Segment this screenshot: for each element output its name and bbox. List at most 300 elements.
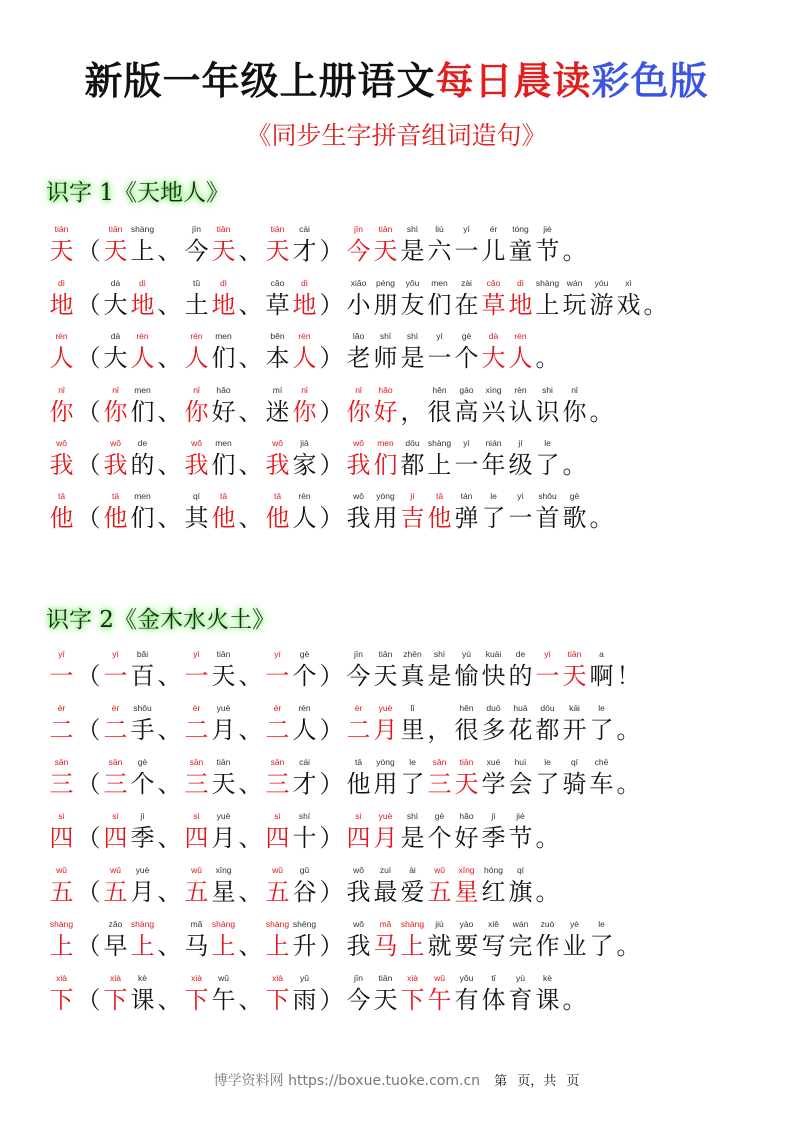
hanzi: 才 xyxy=(292,237,317,266)
hanzi: 你 xyxy=(346,397,371,426)
pinyin: yuè xyxy=(216,703,231,713)
subtitle: 《同步生字拼音组词造句》 xyxy=(246,121,547,150)
hanzi: 、 xyxy=(238,824,263,852)
highlighted-character xyxy=(48,702,75,745)
hanzi: 今 xyxy=(346,662,371,690)
pinyin: yuè xyxy=(216,811,231,821)
character xyxy=(453,648,480,691)
character xyxy=(507,490,534,533)
highlighted-character xyxy=(183,437,210,480)
character xyxy=(507,756,534,799)
pinyin: tā xyxy=(57,491,66,502)
character-row xyxy=(48,853,642,907)
pinyin: yì xyxy=(112,649,119,659)
character-row xyxy=(48,373,669,426)
highlighted-character xyxy=(183,972,210,1015)
pinyin: mǎ xyxy=(379,919,392,929)
hanzi: 天 xyxy=(211,662,236,690)
pinyin: tā xyxy=(273,491,282,502)
character xyxy=(561,223,588,266)
character xyxy=(507,648,534,691)
hanzi: 。 xyxy=(643,290,668,319)
pinyin: rén xyxy=(298,703,311,713)
pinyin: tiān xyxy=(567,649,582,659)
pinyin: tóng xyxy=(512,224,529,235)
hanzi: 、 xyxy=(157,344,182,373)
pinyin: hěn xyxy=(459,703,474,713)
pinyin: rén xyxy=(136,331,149,342)
pinyin: shàng xyxy=(130,919,155,929)
pinyin: shàng xyxy=(400,919,425,929)
character xyxy=(615,918,642,961)
character xyxy=(318,277,345,320)
hanzi: 识 xyxy=(535,397,560,426)
hanzi: 五 xyxy=(265,878,290,906)
character xyxy=(615,702,642,745)
hanzi: 一 xyxy=(184,662,209,690)
highlighted-character xyxy=(210,918,237,961)
highlighted-character xyxy=(372,437,399,480)
hanzi: 升 xyxy=(292,932,317,960)
pinyin: shàng xyxy=(130,224,155,235)
hanzi: 马 xyxy=(184,932,209,960)
character xyxy=(318,223,345,266)
character xyxy=(372,330,399,373)
hanzi: 星 xyxy=(454,878,479,906)
pinyin: men xyxy=(134,384,151,395)
character xyxy=(615,277,642,320)
pinyin: yǒu xyxy=(459,973,474,983)
pinyin: sì xyxy=(112,811,119,821)
character xyxy=(507,384,534,427)
hanzi: 他 xyxy=(103,504,128,533)
hanzi: 二 xyxy=(184,716,209,744)
hanzi: 、 xyxy=(157,450,182,479)
hanzi: 都 xyxy=(535,716,560,744)
character xyxy=(453,810,480,853)
hanzi: （ xyxy=(76,878,101,906)
character xyxy=(129,223,156,266)
character xyxy=(75,277,102,320)
highlighted-character xyxy=(264,702,291,745)
highlighted-character xyxy=(291,330,318,373)
character xyxy=(345,277,372,320)
character-row xyxy=(48,480,669,533)
hanzi: 我 xyxy=(265,450,290,479)
pinyin: tā xyxy=(111,491,120,502)
hanzi: 三 xyxy=(103,770,128,798)
character xyxy=(156,810,183,853)
hanzi: ） xyxy=(319,932,344,960)
character xyxy=(399,648,426,691)
character xyxy=(426,330,453,373)
hanzi: 季 xyxy=(481,824,506,852)
hanzi: 、 xyxy=(238,450,263,479)
character xyxy=(264,384,291,427)
hanzi: 、 xyxy=(157,932,182,960)
character xyxy=(318,330,345,373)
pinyin: zài xyxy=(461,277,472,288)
pinyin: le xyxy=(490,491,497,502)
highlighted-character xyxy=(426,756,453,799)
hanzi: 月 xyxy=(130,878,155,906)
hanzi: 人 xyxy=(292,716,317,744)
character xyxy=(156,223,183,266)
hanzi: 你 xyxy=(562,397,587,426)
highlighted-character xyxy=(183,330,210,373)
character xyxy=(318,864,345,907)
character xyxy=(399,864,426,907)
hanzi: 写 xyxy=(481,932,506,960)
pinyin: xiě xyxy=(488,919,499,929)
hanzi: 今 xyxy=(184,237,209,266)
pinyin: sān xyxy=(189,757,204,767)
character xyxy=(264,330,291,373)
hanzi: （ xyxy=(76,290,101,319)
hanzi: 首 xyxy=(535,504,560,533)
character xyxy=(507,223,534,266)
character xyxy=(561,918,588,961)
character xyxy=(480,810,507,853)
hanzi: 、 xyxy=(238,397,263,426)
character xyxy=(534,810,561,853)
hanzi: 一 xyxy=(508,504,533,533)
character xyxy=(156,648,183,691)
hanzi: ， xyxy=(400,397,425,426)
hanzi: 天 xyxy=(265,237,290,266)
hanzi: 大 xyxy=(481,344,506,373)
highlighted-character xyxy=(480,277,507,320)
character xyxy=(453,918,480,961)
character xyxy=(534,330,561,373)
character xyxy=(453,702,480,745)
character xyxy=(237,918,264,961)
hanzi: 地 xyxy=(508,290,533,319)
hanzi: 天 xyxy=(49,237,74,266)
pinyin: wǒ xyxy=(272,437,283,448)
pinyin: tā xyxy=(219,491,228,502)
character xyxy=(453,277,480,320)
pinyin: sān xyxy=(54,757,69,767)
hanzi: 二 xyxy=(265,716,290,744)
pinyin: le xyxy=(409,757,416,767)
character xyxy=(480,864,507,907)
character xyxy=(426,918,453,961)
hanzi: 我 xyxy=(49,450,74,479)
character xyxy=(507,437,534,480)
character xyxy=(372,648,399,691)
highlighted-character xyxy=(129,330,156,373)
pinyin: shī xyxy=(379,331,392,342)
pinyin: hǎo xyxy=(459,811,474,821)
hanzi: 们 xyxy=(130,504,155,533)
highlighted-character xyxy=(399,972,426,1015)
hanzi: 们 xyxy=(427,290,452,319)
hanzi: 地 xyxy=(211,290,236,319)
pinyin: tǐ xyxy=(491,973,496,983)
highlighted-character xyxy=(183,702,210,745)
hanzi: 上 xyxy=(211,932,236,960)
hanzi: 才 xyxy=(292,770,317,798)
character xyxy=(75,330,102,373)
highlighted-character xyxy=(399,490,426,533)
page-title xyxy=(0,50,793,105)
pinyin: shàng xyxy=(265,919,290,929)
hanzi: 、 xyxy=(157,290,182,319)
hanzi: 老 xyxy=(346,344,371,373)
hanzi: 大 xyxy=(103,344,128,373)
hanzi: 用 xyxy=(373,504,398,533)
pinyin: shēng xyxy=(292,919,317,929)
hanzi: 十 xyxy=(292,824,317,852)
hanzi: 。 xyxy=(562,450,587,479)
character xyxy=(453,330,480,373)
pinyin: běn xyxy=(270,331,285,342)
character xyxy=(102,918,129,961)
pinyin: dōu xyxy=(405,437,420,448)
character xyxy=(534,490,561,533)
pinyin: gè xyxy=(137,757,148,767)
character xyxy=(426,810,453,853)
highlighted-character xyxy=(102,702,129,745)
pinyin: lǐ xyxy=(410,703,415,713)
hanzi: 今 xyxy=(346,986,371,1014)
pinyin: yì xyxy=(463,437,470,448)
pinyin: shàng xyxy=(427,437,452,448)
hanzi: 多 xyxy=(481,716,506,744)
highlighted-character xyxy=(345,702,372,745)
highlighted-character xyxy=(48,918,75,961)
hanzi: 我 xyxy=(346,932,371,960)
pinyin: shàng xyxy=(49,919,74,929)
character xyxy=(318,972,345,1015)
hanzi: 星 xyxy=(211,878,236,906)
character xyxy=(291,702,318,745)
character xyxy=(642,277,669,320)
character xyxy=(183,490,210,533)
character xyxy=(372,864,399,907)
hanzi: ） xyxy=(319,986,344,1014)
highlighted-character xyxy=(264,918,291,961)
pinyin: jīn xyxy=(192,224,201,235)
character xyxy=(318,918,345,961)
pinyin: yú xyxy=(462,649,471,659)
hanzi: 弹 xyxy=(454,504,479,533)
character xyxy=(210,648,237,691)
highlighted-character xyxy=(561,648,588,691)
hanzi: 天 xyxy=(562,662,587,690)
hanzi: 草 xyxy=(265,290,290,319)
hanzi: 了 xyxy=(481,504,506,533)
hanzi: 友 xyxy=(400,290,425,319)
pinyin: dà xyxy=(488,331,499,342)
hanzi: 人 xyxy=(292,504,317,533)
character xyxy=(102,277,129,320)
hanzi: 四 xyxy=(346,824,371,852)
hanzi: 级 xyxy=(508,450,533,479)
character xyxy=(75,972,102,1015)
pinyin: tiān xyxy=(378,224,393,235)
hanzi: 、 xyxy=(238,504,263,533)
character xyxy=(399,437,426,480)
hanzi: 二 xyxy=(346,716,371,744)
pinyin: èr xyxy=(354,703,363,713)
hanzi: 节 xyxy=(535,237,560,266)
hanzi: 在 xyxy=(454,290,479,319)
pinyin: hǎo xyxy=(216,384,231,395)
hanzi: 三 xyxy=(184,770,209,798)
hanzi: 一 xyxy=(454,450,479,479)
hanzi: 真 xyxy=(400,662,425,690)
pinyin: wǔ xyxy=(56,865,67,875)
highlighted-character xyxy=(507,277,534,320)
hanzi: 很 xyxy=(454,716,479,744)
title-part-red: 每日晨读 xyxy=(435,58,592,103)
hanzi: 、 xyxy=(157,397,182,426)
pinyin: wǒ xyxy=(191,437,202,448)
hanzi: 你 xyxy=(292,397,317,426)
pinyin: yì xyxy=(517,491,524,502)
character xyxy=(399,223,426,266)
character xyxy=(75,864,102,907)
pinyin: nǐ xyxy=(301,384,308,395)
hanzi: 花 xyxy=(508,716,533,744)
character xyxy=(534,437,561,480)
highlighted-character xyxy=(210,223,237,266)
hanzi: 、 xyxy=(238,932,263,960)
hanzi: ！ xyxy=(616,662,641,690)
character xyxy=(291,437,318,480)
hanzi: （ xyxy=(76,662,101,690)
character xyxy=(156,972,183,1015)
pinyin: tiān xyxy=(270,224,285,235)
character xyxy=(237,330,264,373)
character xyxy=(129,864,156,907)
hanzi: 都 xyxy=(400,450,425,479)
pinyin: tán xyxy=(460,491,473,502)
hanzi: 百 xyxy=(130,662,155,690)
pinyin: kāi xyxy=(569,703,580,713)
character xyxy=(210,702,237,745)
pinyin: chē xyxy=(594,757,609,767)
highlighted-character xyxy=(183,810,210,853)
pinyin: kè xyxy=(138,973,147,983)
pinyin: yí xyxy=(436,331,443,342)
hanzi: 育 xyxy=(508,986,533,1014)
hanzi: 课 xyxy=(130,986,155,1014)
hanzi: 很 xyxy=(427,397,452,426)
pinyin: huā xyxy=(513,703,528,713)
character xyxy=(237,810,264,853)
hanzi: 他 xyxy=(211,504,236,533)
highlighted-character xyxy=(264,490,291,533)
pinyin: gāo xyxy=(459,384,474,395)
title-part-blue: 彩色版 xyxy=(591,58,709,103)
hanzi: 三 xyxy=(427,770,452,798)
character xyxy=(399,330,426,373)
character xyxy=(156,864,183,907)
pinyin: yóu xyxy=(594,277,609,288)
character xyxy=(561,490,588,533)
character xyxy=(237,437,264,480)
pinyin: èr xyxy=(273,703,282,713)
hanzi: 。 xyxy=(616,932,641,960)
hanzi: 。 xyxy=(562,986,587,1014)
pinyin: rèn xyxy=(514,384,527,395)
hanzi: 的 xyxy=(508,662,533,690)
hanzi: 完 xyxy=(508,932,533,960)
pinyin: dì xyxy=(300,277,309,288)
character xyxy=(291,648,318,691)
hanzi: 他 xyxy=(346,770,371,798)
character xyxy=(75,702,102,745)
pinyin: gè xyxy=(434,811,445,821)
pinyin: tiān xyxy=(216,224,231,235)
character xyxy=(480,384,507,427)
pinyin: kè xyxy=(543,973,552,983)
highlighted-character xyxy=(291,384,318,427)
character xyxy=(561,972,588,1015)
pinyin: le xyxy=(544,757,551,767)
pinyin: sān xyxy=(432,757,447,767)
character xyxy=(291,490,318,533)
pinyin: men xyxy=(215,437,232,448)
pinyin: men xyxy=(215,331,232,342)
highlighted-character xyxy=(372,223,399,266)
hanzi: 节 xyxy=(508,824,533,852)
highlighted-character xyxy=(102,864,129,907)
pinyin: yī xyxy=(58,649,65,659)
character xyxy=(129,384,156,427)
hanzi: 的 xyxy=(130,450,155,479)
hanzi: 他 xyxy=(427,504,452,533)
pinyin: xìng xyxy=(485,384,502,395)
character xyxy=(534,384,561,427)
character-row xyxy=(48,745,642,799)
pinyin: rén xyxy=(190,331,203,342)
hanzi: 。 xyxy=(562,237,587,266)
hanzi: 个 xyxy=(130,770,155,798)
character xyxy=(507,810,534,853)
character xyxy=(453,223,480,266)
character xyxy=(480,223,507,266)
pinyin: yào xyxy=(459,919,474,929)
hanzi: 作 xyxy=(535,932,560,960)
hanzi: 、 xyxy=(157,237,182,266)
character xyxy=(345,490,372,533)
character xyxy=(588,277,615,320)
pinyin: wǔ xyxy=(110,865,121,875)
hanzi: 午 xyxy=(427,986,452,1014)
pinyin: wán xyxy=(566,277,583,288)
highlighted-character xyxy=(264,972,291,1015)
hanzi: 人 xyxy=(49,344,74,373)
hanzi: 大 xyxy=(103,290,128,319)
pinyin: jí xyxy=(518,437,523,448)
pinyin: jì xyxy=(491,811,496,821)
hanzi: 本 xyxy=(265,344,290,373)
character-row xyxy=(48,637,642,691)
character-row xyxy=(48,213,669,266)
character xyxy=(480,702,507,745)
character xyxy=(561,277,588,320)
hanzi: 体 xyxy=(481,986,506,1014)
pinyin: tiān xyxy=(216,757,231,767)
character-row xyxy=(48,961,642,1015)
pinyin: xué xyxy=(486,757,501,767)
character xyxy=(210,864,237,907)
hanzi: 是 xyxy=(400,824,425,852)
